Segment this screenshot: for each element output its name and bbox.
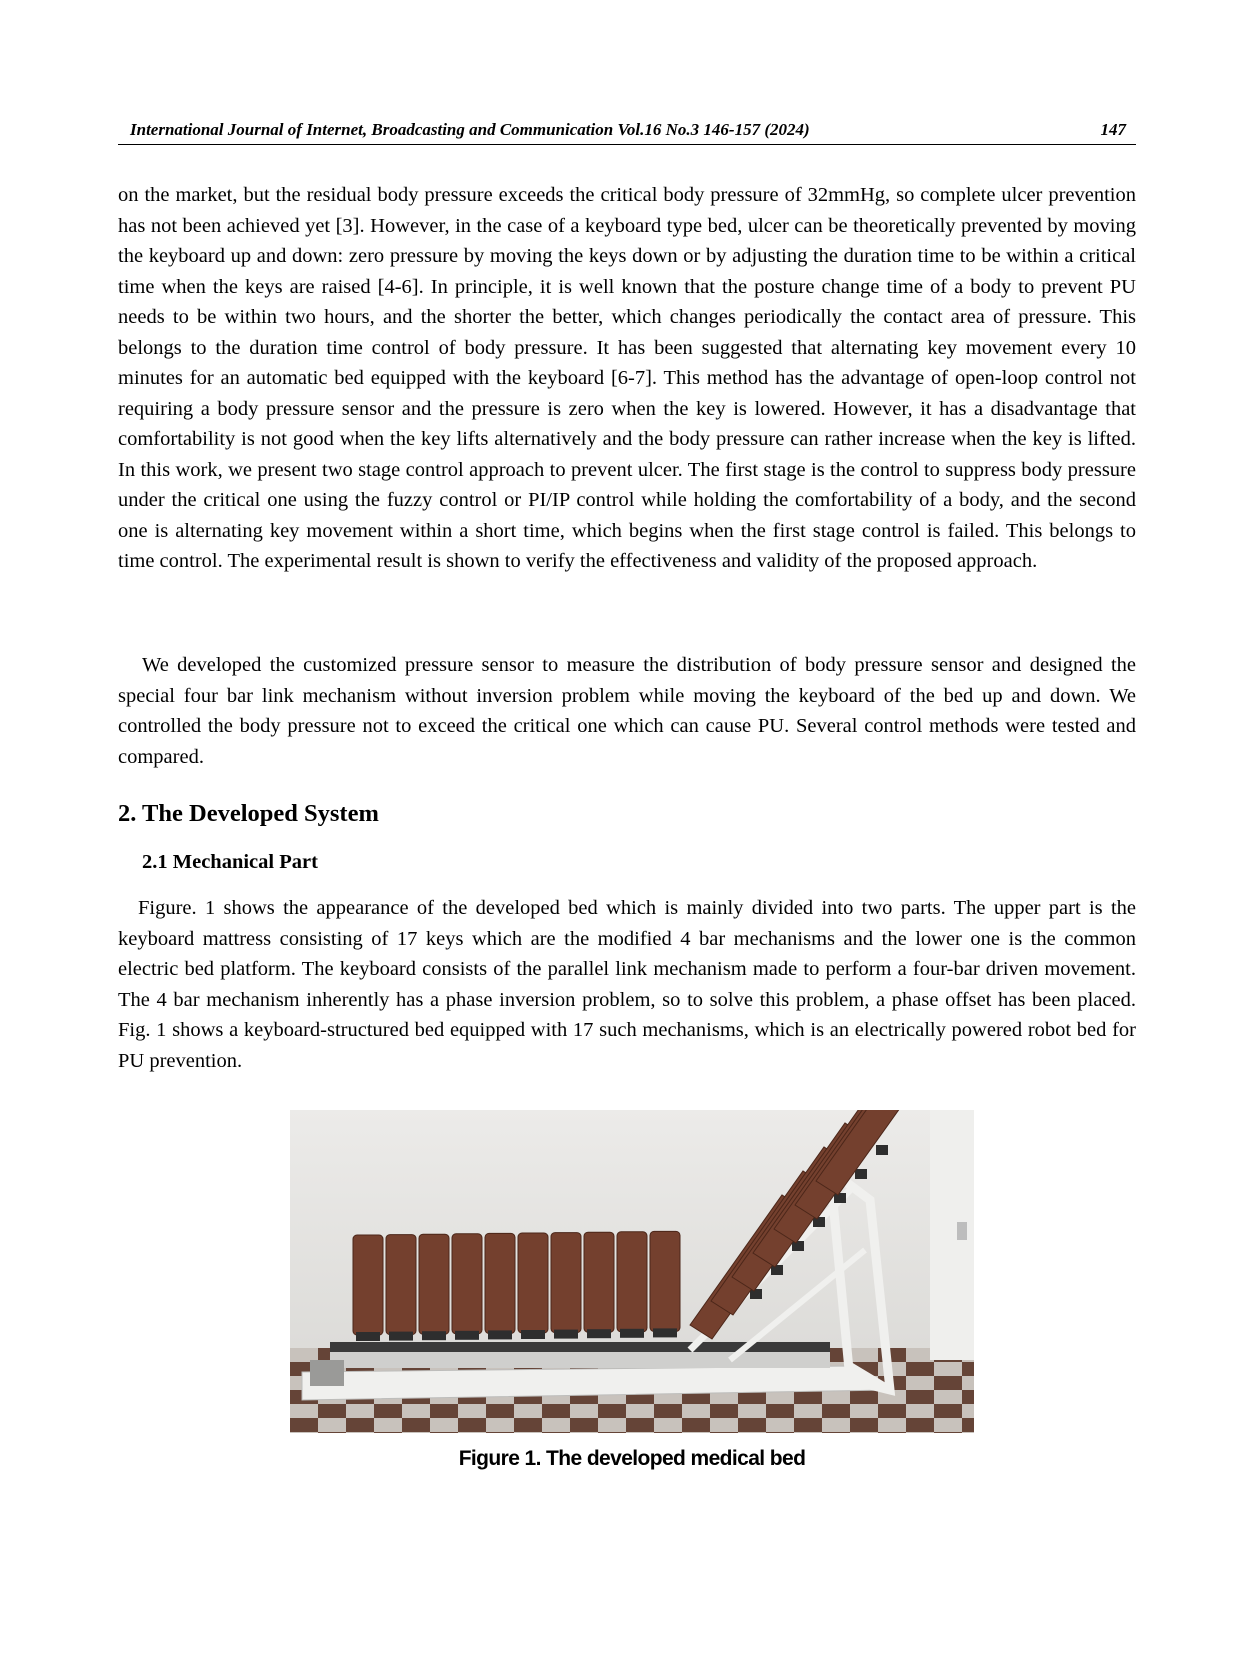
journal-title: International Journal of Internet, Broadcasting and Communication Vol.16 No.3 146-157 (2024) [130, 120, 810, 139]
raised-key-linkage [876, 1145, 888, 1155]
raised-key-linkage [855, 1169, 867, 1179]
flat-key-linkage [554, 1330, 578, 1339]
mechanism-strip [330, 1342, 830, 1352]
body-paragraph-3: Figure. 1 shows the appearance of the developed bed which is mainly divided into two parts. The upper part is the keyboard mattress consisting of 17 keys which are the modified 4 bar mechanisms and the lower one is the common electric bed platform. The keyboard consists of the parallel link mechanism made to perform a four-bar driven movement. The 4 bar mechanism inherently has a phase inversion problem, so to solve this problem, a phase offset has been placed. Fig. 1 shows a keyboard-structured bed equipped with 17 such mechanisms, which is an electrically powered robot bed for PU prevention. [118, 897, 1136, 1072]
flat-key [386, 1235, 416, 1335]
flat-key [518, 1233, 548, 1333]
flat-key-linkage [587, 1329, 611, 1338]
flat-key-linkage [653, 1328, 677, 1337]
flat-key [617, 1232, 647, 1332]
raised-key-linkage [750, 1289, 762, 1299]
body-paragraph-2: We developed the customized pressure sensor to measure the distribution of body pressure sensor and designed the special four bar link mechanism without inversion problem while moving the keyboard of the bed up and down. We controlled the body pressure not to exceed the critical one which can cause PU. Several control methods were tested and compared. [118, 654, 1136, 768]
wall-outlet [957, 1222, 967, 1240]
flat-key-linkage [356, 1332, 380, 1341]
flat-key [650, 1231, 680, 1331]
body-paragraph-1: on the market, but the residual body pressure exceeds the critical body pressure of 32mmHg, so complete ulcer prevention has not been achieved yet [3]. However, in the case of a keyboard type bed, ulcer can be theoretically prevented by moving the keyboard up and down: zero pressure by moving the keys down or by adjusting the duration time to be within a critical time when the keys are raised [4-6]. In principle, it is well known that the posture change time of a body to prevent PU needs to be within two hours, and the shorter the better, which changes periodically the contact area of pressure. This belongs to the duration time control of body pressure. It has been suggested that alternating key movement every 10 minutes for an automatic bed equipped with the keyboard [6-7]. This method has the advantage of open-loop control not requiring a body pressure sensor and the pressure is zero when the key is lowered. However, it has a disadvantage that comfortability is not good when the key lifts alternatively and the body pressure can rather increase when the key is lifted. In this work, we present two stage control approach to prevent ulcer. The first stage is the control to suppress body pressure under the critical one using the fuzzy control or PI/IP control while holding the comfortability of a body, and the second one is alternating key movement within a short time, which begins when the first stage control is failed. This belongs to time control. The experimental result is shown to verify the effectiveness and validity of the proposed approach. [118, 184, 1136, 572]
raised-key-linkage [771, 1265, 783, 1275]
bed-frame-rail [330, 1350, 830, 1368]
raised-key-linkage [834, 1193, 846, 1203]
figure-medical-bed-photo [290, 1110, 974, 1433]
wall-corner [930, 1110, 974, 1360]
flat-key [551, 1233, 581, 1333]
bed-photo-illustration [290, 1110, 974, 1433]
page-number: 147 [1100, 120, 1126, 139]
flat-key [485, 1233, 515, 1333]
flat-key [452, 1234, 482, 1334]
flat-key-linkage [521, 1330, 545, 1339]
raised-key-linkage [813, 1217, 825, 1227]
section-heading: 2. The Developed System [118, 800, 379, 827]
flat-key [419, 1234, 449, 1334]
flat-key-linkage [620, 1329, 644, 1338]
flat-key [353, 1235, 383, 1335]
flat-key-linkage [488, 1330, 512, 1339]
flat-key [584, 1232, 614, 1332]
running-header [118, 114, 1136, 145]
figure-caption: Figure 1. The developed medical bed [458, 1447, 806, 1470]
raised-key-linkage [792, 1241, 804, 1251]
flat-key-linkage [422, 1331, 446, 1340]
subsection-heading: 2.1 Mechanical Part [142, 851, 318, 873]
flat-key-linkage [389, 1332, 413, 1341]
bed-motor-box [310, 1360, 344, 1386]
flat-key-linkage [455, 1331, 479, 1340]
